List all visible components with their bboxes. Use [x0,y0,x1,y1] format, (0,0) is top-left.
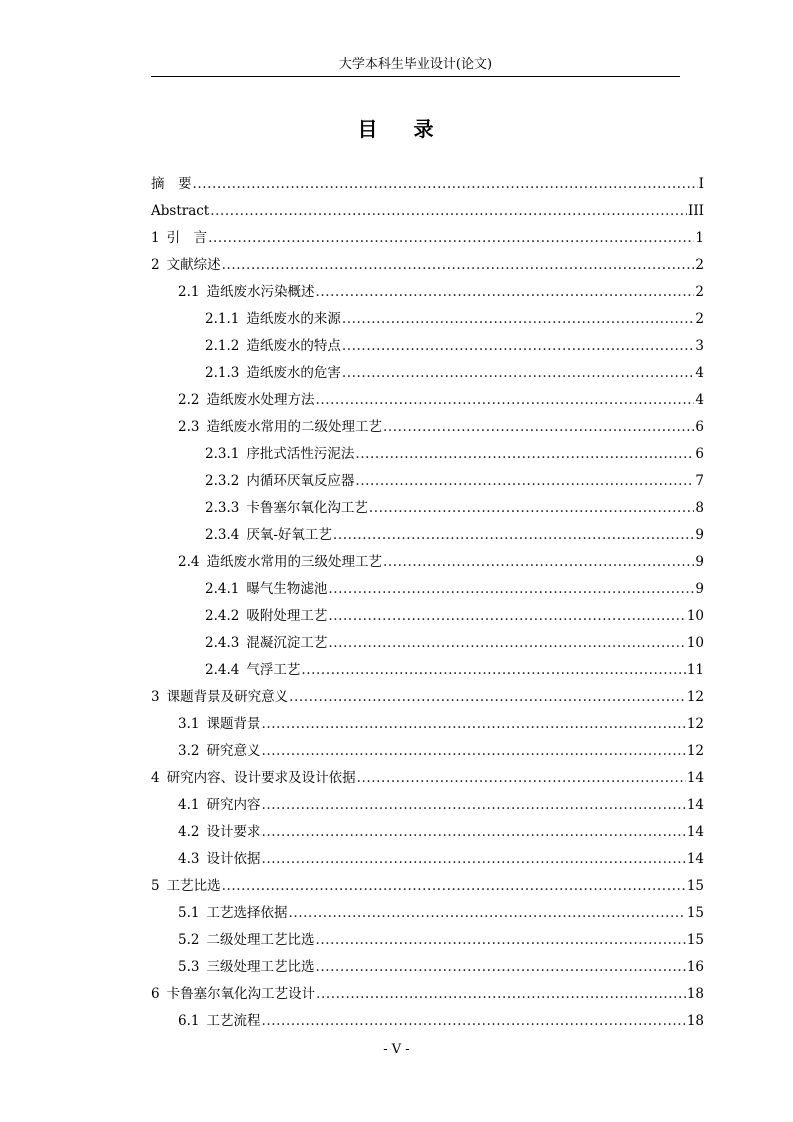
toc-entry-page: 14 [686,797,704,813]
toc-entry-page: 11 [686,662,704,678]
toc-entry-page: 15 [686,878,704,894]
toc-entry-title: 工艺选择依据 [206,905,288,921]
toc-entry-number: 4.1 [178,797,200,813]
toc-entry[interactable] [178,953,704,975]
toc-leader-dots [222,257,695,273]
toc-entry-title: 造纸废水处理方法 [206,392,315,408]
toc-entry-number: 2.3 [178,419,200,435]
toc-entry-number: 2.3.2 [205,473,240,489]
toc-leader-dots [342,365,695,381]
toc-leader-dots [369,500,695,516]
toc-leader-dots [316,986,686,1002]
toc-leader-dots [342,311,695,327]
toc-entry[interactable] [205,440,704,462]
toc-leader-dots [261,797,685,813]
toc-entry[interactable] [151,980,704,1002]
toc-entry-title: 二级处理工艺比选 [206,932,315,948]
toc-entry-page: 2 [695,257,704,273]
toc-leader-dots [288,905,685,921]
toc-entry-number: 2.3.3 [205,500,240,516]
toc-entry[interactable] [205,575,704,597]
toc-entry-title: 气浮工艺 [246,662,301,678]
toc-entry[interactable] [151,251,704,273]
toc-entry[interactable] [178,899,704,921]
toc-leader-dots [301,662,685,678]
toc-entry-page: 15 [686,905,704,921]
toc-entry-number: 5 [151,878,160,894]
toc-entry-number: 2.4.3 [205,635,240,651]
toc-leader-dots [328,581,694,597]
toc-entry-number: 1 [151,230,160,246]
toc-entry-number: 2.2 [178,392,200,408]
toc-entry-number: 2.1 [178,284,200,300]
toc-entry[interactable] [151,872,704,894]
toc-entry-page: 18 [686,1013,704,1029]
toc-entry[interactable] [205,305,704,327]
toc-entry-number: 4 [151,770,160,786]
toc-entry-page: 7 [695,473,704,489]
toc-entry-page: 6 [695,419,704,435]
toc-entry-number: 2 [151,257,160,273]
toc-entry-page: 9 [695,581,704,597]
toc-title [0,117,793,141]
toc-leader-dots [328,635,685,651]
toc-entry-number: 4.3 [178,851,200,867]
toc-entry[interactable] [205,521,704,543]
toc-entry-title: 内循环厌氧反应器 [246,473,355,489]
toc-entry-title: 摘 要 [151,176,192,192]
toc-entry-number: 6 [151,986,160,1002]
toc-entry-number: 2.3.4 [205,527,240,543]
toc-entry-title: 造纸废水常用的二级处理工艺 [206,419,382,435]
toc-entry-page: 4 [695,392,704,408]
toc-entry[interactable] [178,413,704,435]
toc-entry-title: 研究意义 [206,743,261,759]
toc-leader-dots [315,959,685,975]
toc-entry[interactable] [178,845,704,867]
page-number: - V - [383,1042,410,1057]
toc-entry-page: 1 [695,230,704,246]
toc-entry-number: 2.3.1 [205,446,240,462]
toc-entry-page: 14 [686,770,704,786]
toc-leader-dots [261,743,685,759]
toc-title-right: 录 [413,117,436,141]
toc-entry-number: 2.4 [178,554,200,570]
toc-entry[interactable] [178,818,704,840]
toc-entry-title: 研究内容、设计要求及设计依据 [166,770,356,786]
toc-leader-dots [383,419,694,435]
toc-leader-dots [328,608,685,624]
toc-entry-page: 6 [695,446,704,462]
toc-leader-dots [342,338,695,354]
toc-entry-page: 3 [695,338,704,354]
toc-entry[interactable] [151,764,704,786]
toc-entry-title: 混凝沉淀工艺 [246,635,328,651]
page-header: 大学本科生毕业设计(论文) [338,57,493,72]
toc-entry[interactable] [178,926,704,948]
toc-leader-dots [383,554,694,570]
toc-entry-number: 5.1 [178,905,200,921]
toc-entry-page: 12 [686,689,704,705]
toc-leader-dots [333,527,694,543]
toc-leader-dots [261,1013,685,1029]
toc-entry[interactable] [205,467,704,489]
toc-leader-dots [261,824,685,840]
toc-entry[interactable] [205,332,704,354]
toc-entry[interactable] [205,359,704,381]
toc-entry-title: 工艺流程 [206,1013,261,1029]
toc-entry-title: 卡鲁塞尔氧化沟工艺 [246,500,368,516]
toc-entry[interactable] [178,278,704,300]
toc-entry-title: 文献综述 [166,257,221,273]
toc-entry-page: I [698,176,704,192]
header-rule [151,76,680,77]
toc-entry-title: 课题背景 [206,716,261,732]
toc-entry[interactable] [151,197,704,219]
toc-entry-title: 造纸废水的特点 [246,338,341,354]
toc-entry-number: 2.4.1 [205,581,240,597]
toc-entry-page: 10 [686,635,704,651]
toc-entry-title: 研究内容 [206,797,261,813]
toc-entry-page: 8 [695,500,704,516]
toc-entry-title: Abstract [151,203,210,219]
toc-entry[interactable] [205,656,704,678]
toc-leader-dots [193,176,698,192]
toc-entry-number: 5.3 [178,959,200,975]
toc-entry-number: 2.1.3 [205,365,240,381]
toc-entry-page: 15 [686,932,704,948]
toc-entry[interactable] [178,386,704,408]
toc-entry-number: 5.2 [178,932,200,948]
toc-leader-dots [261,851,685,867]
toc-entry[interactable] [178,548,704,570]
toc-entry-number: 3.2 [178,743,200,759]
toc-entry[interactable] [205,602,704,624]
toc-leader-dots [357,770,686,786]
toc-entry[interactable] [205,629,704,651]
toc-entry[interactable] [151,170,704,192]
toc-entry-title: 序批式活性污泥法 [246,446,355,462]
toc-leader-dots [355,446,694,462]
toc-leader-dots [210,203,687,219]
toc-entry[interactable] [178,791,704,813]
toc-entry-number: 2.4.2 [205,608,240,624]
toc-entry-title: 厌氧-好氧工艺 [246,527,332,543]
toc-entry-title: 引 言 [166,230,208,246]
toc-entry[interactable] [151,224,704,246]
toc-entry-number: 2.4.4 [205,662,240,678]
toc-entry-page: 14 [686,851,704,867]
toc-entry-page: 10 [686,608,704,624]
toc-entry-page: 9 [695,527,704,543]
toc-entry-page: 2 [695,311,704,327]
toc-entry-page: 14 [686,824,704,840]
toc-entry-title: 卡鲁塞尔氧化沟工艺设计 [166,986,316,1002]
toc-leader-dots [315,932,685,948]
toc-entry-page: 9 [695,554,704,570]
toc-leader-dots [315,392,694,408]
toc-leader-dots [315,284,694,300]
toc-entry-title: 设计要求 [206,824,261,840]
toc-entry-page: III [688,203,704,219]
toc-entry-number: 2.1.2 [205,338,240,354]
toc-entry-number: 3 [151,689,160,705]
toc-leader-dots [261,716,685,732]
toc-leader-dots [208,230,694,246]
toc-entry[interactable] [205,494,704,516]
toc-title-left: 目 [357,117,380,141]
toc-leader-dots [289,689,686,705]
toc-entry-page: 12 [686,716,704,732]
toc-entry-number: 3.1 [178,716,200,732]
toc-entry[interactable] [178,1007,704,1029]
toc-entry-title: 课题背景及研究意义 [166,689,289,705]
toc-entry-title: 曝气生物滤池 [246,581,328,597]
toc-leader-dots [222,878,686,894]
toc-entry-title: 设计依据 [206,851,261,867]
toc-leader-dots [355,473,694,489]
toc-entry-title: 造纸废水的来源 [246,311,341,327]
toc-entry-title: 造纸废水污染概述 [206,284,315,300]
toc-entry-number: 6.1 [178,1013,200,1029]
toc-entry-title: 造纸废水的危害 [246,365,341,381]
toc-entry-page: 4 [695,365,704,381]
toc-entry-title: 吸附处理工艺 [246,608,328,624]
toc-entry-page: 12 [686,743,704,759]
toc-entry-title: 造纸废水常用的三级处理工艺 [206,554,382,570]
toc-entry[interactable] [178,710,704,732]
toc-entry-number: 4.2 [178,824,200,840]
toc-entry-page: 16 [686,959,704,975]
toc-entry[interactable] [151,683,704,705]
toc-entry-page: 18 [686,986,704,1002]
toc-entry-number: 2.1.1 [205,311,240,327]
toc-entry-title: 工艺比选 [166,878,221,894]
toc-entry-title: 三级处理工艺比选 [206,959,315,975]
toc-entry[interactable] [178,737,704,759]
toc-entry-page: 2 [695,284,704,300]
